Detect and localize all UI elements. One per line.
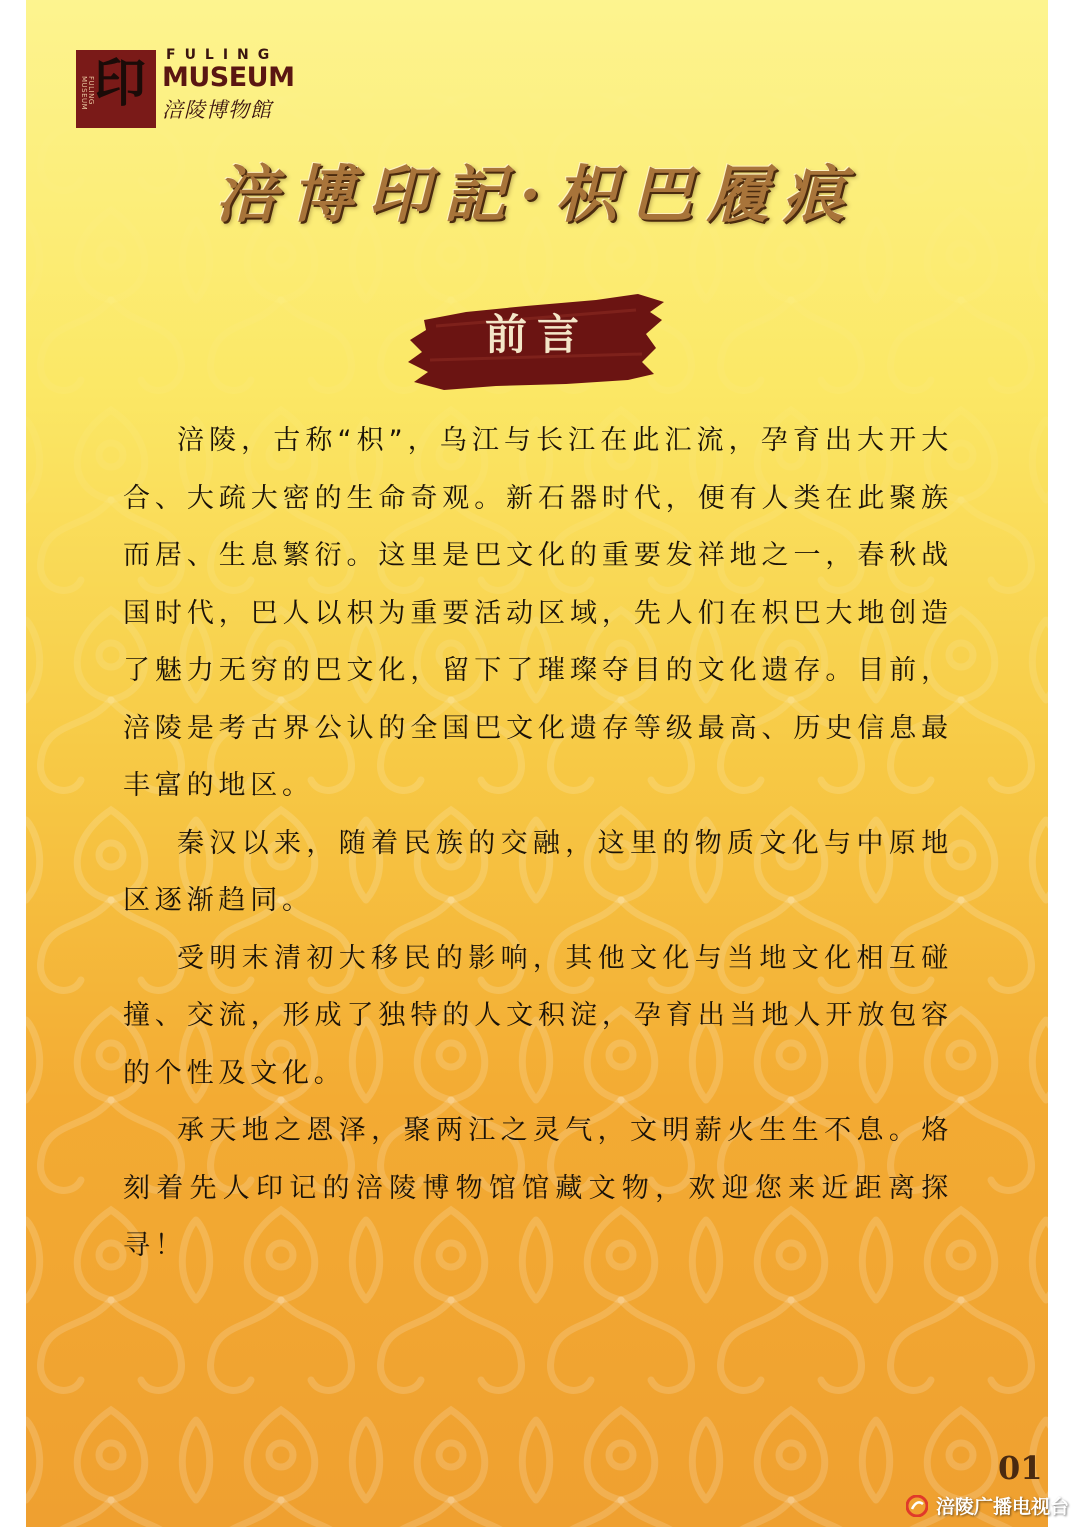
logo-mark: [76, 50, 156, 128]
paragraph-1: 涪陵，古称“枳”，乌江与长江在此汇流，孕育出大开大合、大疏大密的生命奇观。新石器时代，便有人类在此聚族而居、生息繁衍。这里是巴文化的重要发祥地之一，春秋战国时代，巴人以枳为重要活动区域，先人们在枳巴大地创造了魅力无穷的巴文化，留下了璀璨夺目的文化遗存。目前，涪陵是考古界公认的全国巴文化遗存等级最高、历史信息最丰富的地区。: [123, 425, 953, 801]
paragraph-4: 承天地之恩泽，聚两江之灵气，文明薪火生生不息。烙刻着先人印记的涪陵博物馆馆藏文物，欢迎您来近距离探寻！: [123, 1115, 953, 1261]
logo-mark-text: FULING MUSEUM: [80, 76, 95, 111]
preface-body: [123, 412, 953, 1275]
paragraph-2: 秦汉以来，随着民族的交融，这里的物质文化与中原地区逐渐趋同。: [123, 827, 953, 916]
logo-fuling-text: FULING: [166, 47, 279, 63]
page-number: 01: [998, 1449, 1043, 1487]
museum-logo: [76, 48, 336, 130]
broadcast-logo-icon: [906, 1495, 928, 1517]
section-banner: [406, 290, 668, 392]
page: [26, 0, 1048, 1527]
logo-brush-glyph: 印: [94, 53, 147, 114]
logo-chinese-name: 涪陵博物館: [162, 98, 272, 122]
logo-museum-text: MUSEUM: [162, 62, 295, 93]
section-title: 前言: [484, 310, 589, 359]
paragraph-3: 受明末清初大移民的影响，其他文化与当地文化相互碰撞、交流，形成了独特的人文积淀，孕育出当地人开放包容的个性及文化。: [123, 942, 953, 1089]
watermark: [906, 1492, 1069, 1519]
page-title: 涪博印記·枳巴履痕: [215, 158, 859, 231]
watermark-text: 涪陵广播电视台: [936, 1496, 1070, 1518]
